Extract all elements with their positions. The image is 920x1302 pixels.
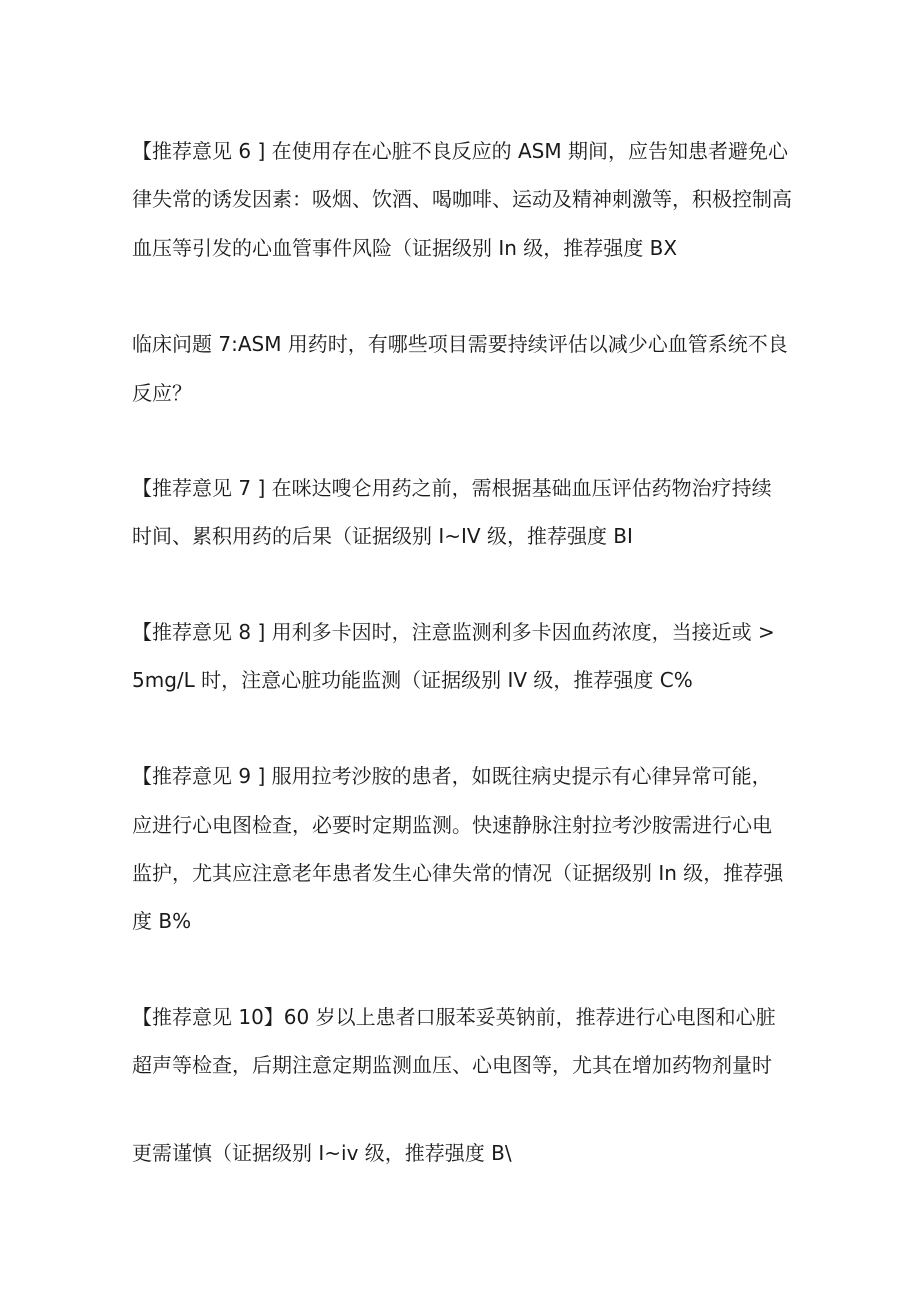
recommendation-6-line-2: 律失常的诱发因素：吸烟、饮酒、喝咖啡、运动及精神刺激等，积极控制高	[132, 187, 792, 211]
recommendation-9-line-2: 应进行心电图检查，必要时定期监测。快速静脉注射拉考沙胺需进行心电	[132, 813, 772, 837]
recommendation-9-line-3: 监护，尤其应注意老年患者发生心律失常的情况（证据级别 In 级，推荐强	[132, 861, 784, 885]
recommendation-8-line-2: 5mg/L 时，注意心脏功能监测（证据级别 IV 级，推荐强度 C%	[132, 668, 693, 692]
recommendation-10-line-1: 【推荐意见 10】60 岁以上患者口服苯妥英钠前，推荐进行心电图和心脏	[132, 1005, 776, 1029]
recommendation-9-line-1: 【推荐意见 9 ] 服用拉考沙胺的患者，如既往病史提示有心律异常可能，	[132, 764, 772, 788]
recommendation-7-line-1: 【推荐意见 7 ] 在咪达嗖仑用药之前，需根据基础血压评估药物治疗持续	[132, 476, 772, 500]
recommendation-6-line-3: 血压等引发的心血管事件风险（证据级别 In 级，推荐强度 BX	[132, 236, 678, 260]
clinical-question-7-line-1: 临床问题 7:ASM 用药时，有哪些项目需要持续评估以减少心血管系统不良	[132, 332, 788, 356]
recommendation-10-line-3: 更需谨慎（证据级别 I~iv 级，推荐强度 B\	[132, 1141, 512, 1165]
recommendation-8-line-1: 【推荐意见 8 ] 用利多卡因时，注意监测利多卡因血药浓度，当接近或 >	[132, 620, 775, 644]
clinical-question-7-line-2: 反应？	[132, 381, 192, 405]
recommendation-6-line-1: 【推荐意见 6 ] 在使用存在心脏不良反应的 ASM 期间，应告知患者避免心	[132, 139, 788, 163]
recommendation-7-line-2: 时间、累积用药的后果（证据级别 I~IV 级，推荐强度 BI	[132, 524, 633, 548]
recommendation-9-line-4: 度 B%	[132, 909, 192, 933]
recommendation-10-line-2: 超声等检查，后期注意定期监测血压、心电图等，尤其在增加药物剂量时	[132, 1053, 772, 1077]
